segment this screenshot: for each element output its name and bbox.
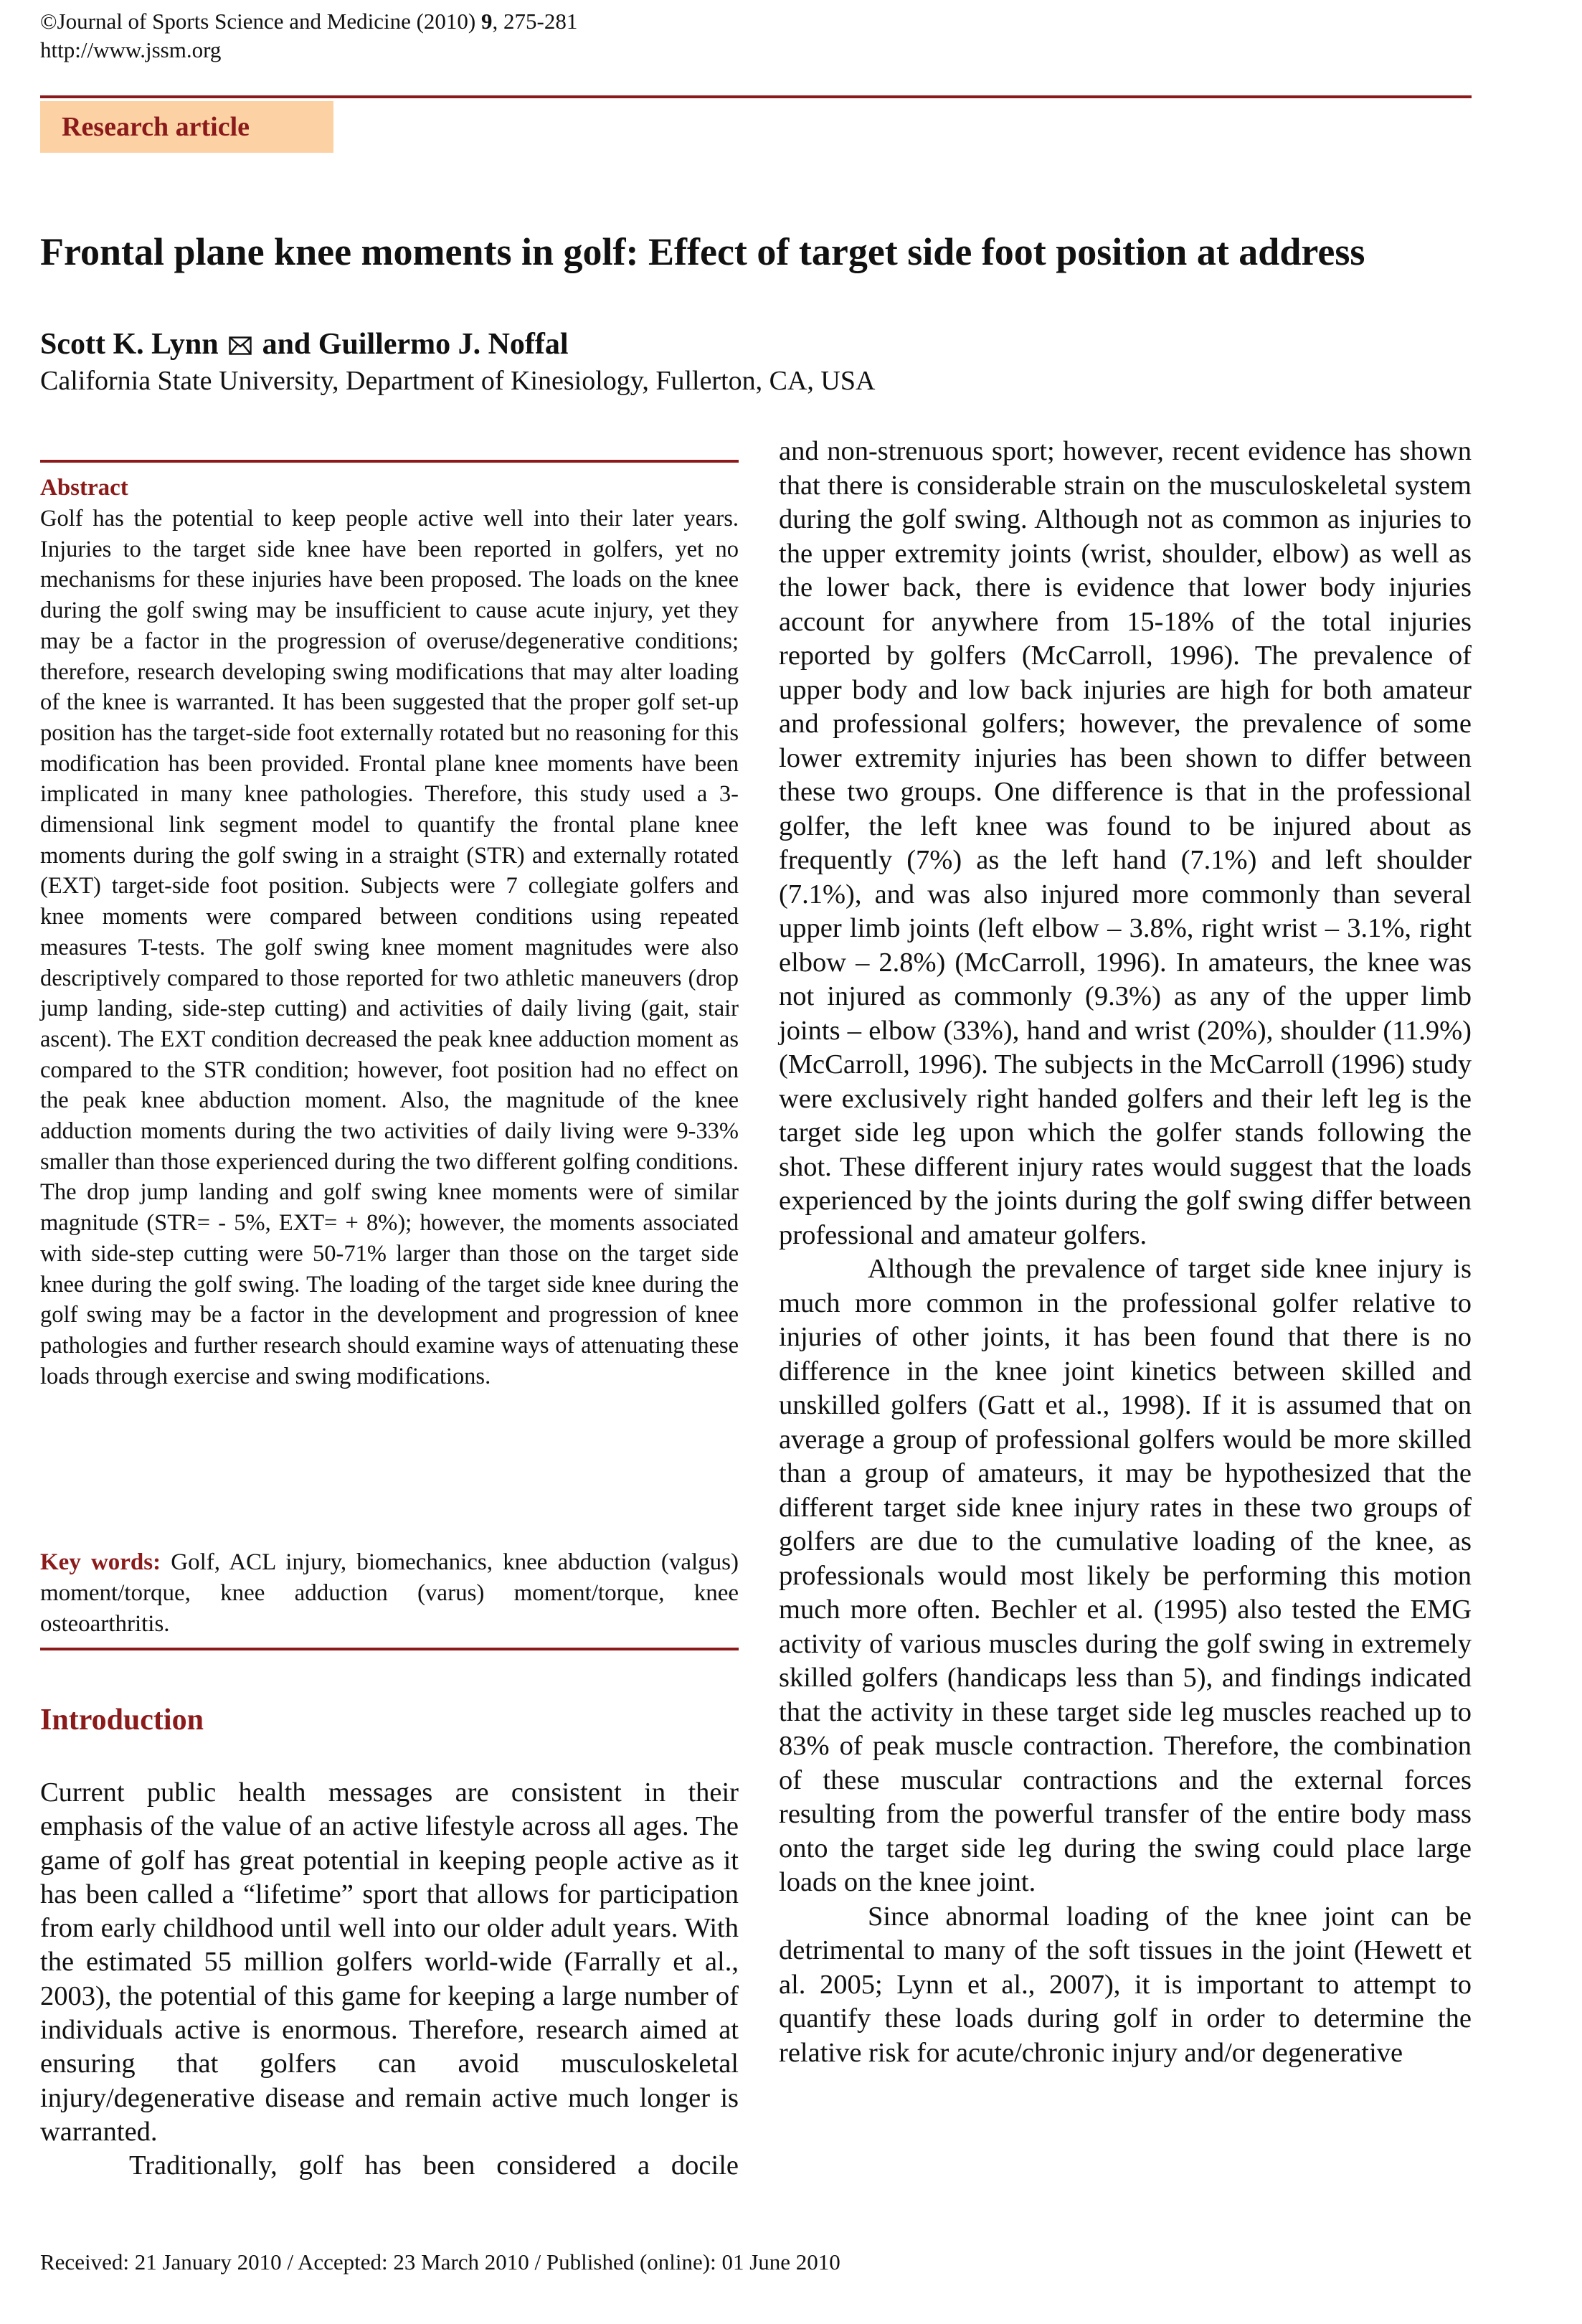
publication-dates: Received: 21 January 2010 / Accepted: 23 March 2010 / Published (online): 01 June 2010 (40, 2249, 840, 2275)
authors (40, 324, 569, 364)
article-title: Frontal plane knee moments in golf: Effect of target side foot position at address (40, 230, 1365, 273)
keywords (40, 1547, 739, 1640)
envelope-icon[interactable] (229, 336, 252, 355)
right-paragraph-3: Since abnormal loading of the knee joint can be detrimental to many of the soft tissues in the joint (Hewett et al. 2005; Lynn et al., 2007), it is important to attempt to quantify these loads during golf in order to determine the relative risk for acute/chronic injury and/or degenerative (779, 1901, 1472, 2068)
intro-paragraph-2: Traditionally, golf has been considered a docile (129, 2150, 739, 2181)
journal-header (40, 7, 577, 65)
abstract-bottom-rule (40, 1648, 739, 1650)
affiliation: California State University, Department of Kinesiology, Fullerton, CA, USA (40, 366, 876, 396)
introduction-heading: Introduction (40, 1704, 204, 1737)
header-rule (40, 95, 1472, 98)
right-paragraph-2: Although the prevalence of target side knee injury is much more common in the professional golfer relative to injuries of other joints, it has been found that there is no difference in the knee joint kinetics between skilled and unskilled golfers (Gatt et al., 1998). If it is assumed that on average a group of professional golfers would be more skilled than a group of amateurs, it may be hypothesized that the different target side knee injury rates in these two groups of golfers are due to the cumulative loading of the knee, as professionals would most likely be performing this motion much more often. Bechler et al. (1995) also tested the EMG activity of various muscles during the golf swing in extremely skilled golfers (handicaps less than 5), and findings indicated that the activity in these target side leg muscles reached up to 83% of peak muscle contraction. Therefore, the combination of these muscular contractions and the external forces resulting from the powerful transfer of the entire body mass onto the target side leg during the swing could place large loads on the knee joint. (779, 1254, 1472, 1897)
author-2: and Guillermo J. Noffal (262, 328, 569, 361)
right-paragraph-1: and non-strenuous sport; however, recent evidence has shown that there is considerable strain on the musculoskeletal system during the golf swing. Although not as common as injuries to the upper extremity joints (wrist, shoulder, elbow) as well as the lower back, there is evidence that lower body injuries account for anywhere from 15-18% of the total injuries reported by golfers (McCarroll, 1996). The prevalence of upper body and low back injuries are high for both amateur and professional golfers; however, the prevalence of some lower extremity injuries has been shown to differ between these two groups. One difference is that in the professional golfer, the left knee was found to be injured about as frequently (7%) as the left hand (7.1%) and left shoulder (7.1%), and was also injured more commonly than several upper limb joints (left elbow – 3.8%, right wrist – 3.1%, right elbow – 2.8%) (McCarroll, 1996). In amateurs, the knee was not injured as commonly (9.3%) as any of the upper limb joints – elbow (33%), hand and wrist (20%), shoulder (11.9%) (McCarroll, 1996). The subjects in the McCarroll (1996) study were exclusively right handed golfers and their left leg is the target side leg upon which the golfer stands following the shot. These different injury rates would suggest that the loads experienced by the joints during the golf swing differ between professional and amateur golfers. (779, 436, 1472, 1250)
journal-url[interactable]: http://www.jssm.org (40, 37, 222, 62)
abstract-top-rule (40, 460, 739, 463)
intro-paragraph-1: Current public health messages are consistent in their emphasis of the value of an active lifestyle across all ages. The game of golf has great potential in keeping people active as it has been called a “lifetime” sport that allows for participation from early childhood until well into our older adult years. With the estimated 55 million golfers world-wide (Farrally et al., 2003), the potential of this game for keeping a large number of individuals active is enormous. Therefore, research aimed at ensuring that golfers can avoid musculoskeletal injury/degenerative disease and remain active much longer is warranted. (40, 1777, 739, 2147)
keywords-label: Key words: (40, 1549, 161, 1575)
journal-citation: ©Journal of Sports Science and Medicine (2010) 9, 275-281 (40, 9, 578, 34)
introduction-text (40, 1776, 739, 2183)
article-type-badge: Research article (40, 101, 333, 153)
abstract-heading: Abstract (40, 475, 128, 501)
right-column-text (779, 435, 1472, 2070)
author-1: Scott K. Lynn (40, 328, 219, 361)
abstract-text: Golf has the potential to keep people active well into their later years. Injuries to the target side knee have been reported in golfers, yet no mechanisms for these injuries have been proposed. The loads on the knee during the golf swing may be insufficient to cause acute injury, yet they may be a factor in the progression of overuse/degenerative conditions; therefore, research developing swing modifications that may alter loading of the knee is warranted. It has been suggested that the proper golf set-up position has the target-side foot externally rotated but no reasoning for this modification has been provided. Frontal plane knee moments have been implicated in many knee pathologies. Therefore, this study used a 3-dimensional link segment model to quantify the frontal plane knee moments during the golf swing in a straight (STR) and externally rotated (EXT) target-side foot position. Subjects were 7 collegiate golfers and knee moments were compared between conditions using repeated measures T-tests. The golf swing knee moment magnitudes were also descriptively compared to those reported for two athletic maneuvers (drop jump landing, side-step cutting) and activities of daily living (gait, stair ascent). The EXT condition decreased the peak knee adduction moment as compared to the STR condition; however, foot position had no effect on the peak knee abduction moment. Also, the magnitude of the knee adduction moments during the two activities of daily living were 9-33% smaller than those experienced during the two different golfing conditions. The drop jump landing and golf swing knee moments were of similar magnitude (STR= - 5%, EXT= + 8%); however, the moments associated with side-step cutting were 50-71% larger than those on the target side knee during the golf swing. The loading of the target side knee during the golf swing may be a factor in the development and progression of knee pathologies and further research should examine ways of attenuating these loads through exercise and swing modifications. (40, 506, 739, 1389)
keywords-text: Golf, ACL injury, biomechanics, knee abduction (valgus) moment/torque, knee adduction (varus) moment/torque, knee osteoarthritis. (40, 1549, 739, 1637)
